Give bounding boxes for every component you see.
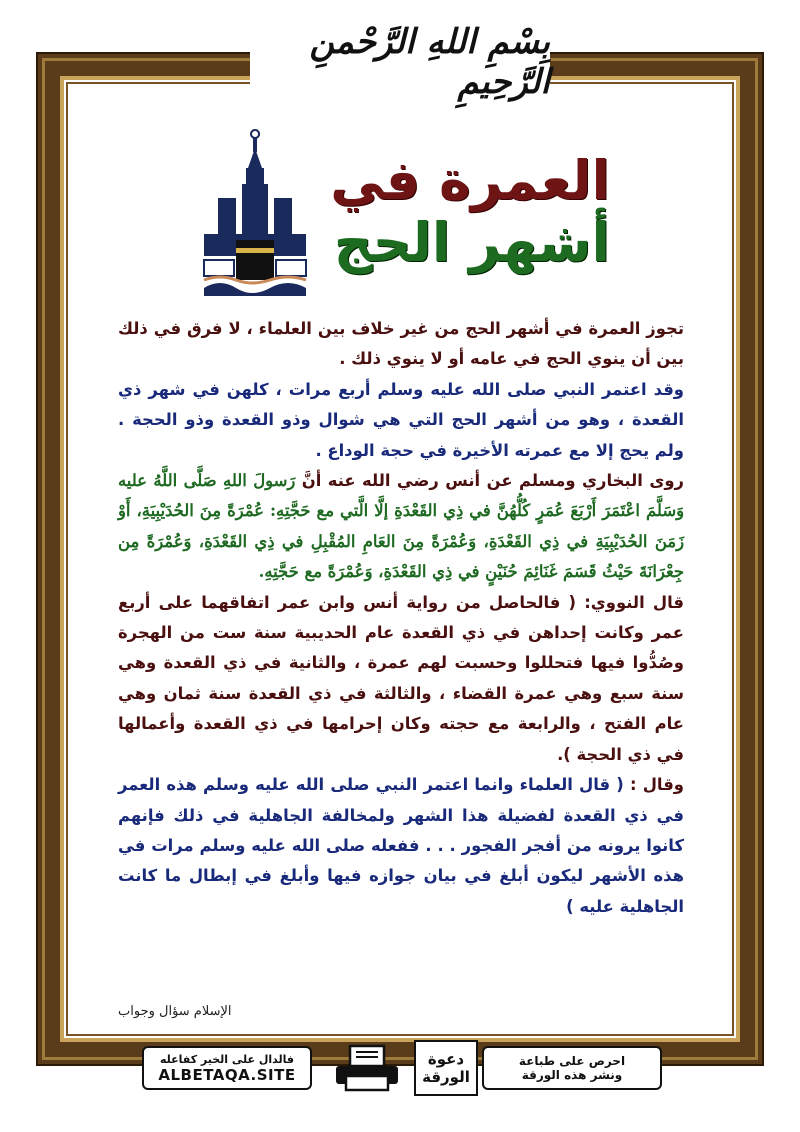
- footer-bar: [142, 1040, 662, 1096]
- paragraph-3-intro: روى البخاري ومسلم عن أنس رضي الله عنه أنَّ: [301, 471, 684, 491]
- kaaba-clock-tower-icon: [200, 128, 310, 300]
- logo-line-1: دعوة: [427, 1050, 465, 1068]
- paragraph-4-body: ( فالحاصل من رواية أنس وابن عمر اتفاقهما على أربع عمر وكانت إحداهن في ذي القعدة عام الحديبية سنة ست من الهجرة وصُدُّوا فيها فتحللوا وحسبت لهم عمرة ، والثانية في ذي القعدة وهي سنة سبع وهي عمرة القضاء ، والثالثة في ذي القعدة سنة ثمان وهي عام الفتح ، والرابعة مع حجته وكان إحرامها في ذي القعدة وأعمالها في ذي الحجة ).: [118, 592, 684, 764]
- page-title: [330, 150, 610, 274]
- dawat-alwaraqa-logo: [414, 1040, 478, 1096]
- title-line-1: العمرة في: [330, 149, 610, 212]
- basmala-calligraphy: بِسْمِ اللهِ الرَّحْمنِ الرَّحِيمِ: [250, 14, 550, 110]
- article-body: [118, 314, 684, 922]
- paragraph-4-label: قال النووي:: [584, 592, 684, 612]
- printer-icon: [332, 1044, 402, 1094]
- footer-print-line-2: ونشر هذه الورقة: [521, 1068, 623, 1082]
- footer-print-box: [482, 1046, 662, 1090]
- hadith-text: رَسولَ اللهِ صَلَّى اللَّهُ عليه وَسَلَّمَ اعْتَمَرَ أَرْبَعَ عُمَرٍ كُلُّهُنَّ في ذِي القَعْدَةِ إلَّا الَّتي مع حَجَّتِهِ: عُمْرَةً مِنَ الحُدَيْبِيَةِ، أَوْ زَمَنَ الحُدَيْبِيَةِ في ذِي القَعْدَةِ، وَعُمْرَةً مِنَ العَامِ المُقْبِلِ في ذِي القَعْدَةِ، وَعُمْرَةً مِن جِعْرَانَةَ حَيْثُ قَسَمَ غَنَائِمَ حُنَيْنٍ في ذِي القَعْدَةِ، وَعُمْرَةً مع حَجَّتِهِ.: [118, 471, 684, 582]
- paragraph-1: تجوز العمرة في أشهر الحج من غير خلاف بين العلماء ، لا فرق في ذلك بين أن ينوي الحج في عامه أو لا ينوي ذلك .: [118, 319, 684, 369]
- logo-line-2: الورقة: [422, 1068, 470, 1086]
- paragraph-5-label: وقال :: [629, 775, 684, 795]
- footer-print-line-1: احرص على طباعة: [518, 1054, 626, 1068]
- footer-motto: فالدال على الخير كفاعله: [159, 1052, 295, 1066]
- paragraph-5-body: ( قال العلماء وانما اعتمر النبي صلى الله عليه وسلم هذه العمر في ذي القعدة لفضيلة هذا الشهر ولمخالفة الجاهلية في ذلك فإنهم كانوا يرونه من أفجر الفجور . . . ففعله صلى الله عليه وسلم مرات في هذه الأشهر ليكون أبلغ في بيان جوازه فيها وأبلغ في إبطال ما كانت الجاهلية عليه ): [118, 775, 684, 916]
- footer-site-box: [142, 1046, 312, 1090]
- paragraph-3: [118, 466, 684, 588]
- footer-site-link[interactable]: ALBETAQA.SITE: [158, 1065, 296, 1084]
- title-line-2: أشهر الحج: [333, 211, 610, 275]
- paragraph-4: [118, 588, 684, 770]
- paragraph-5: [118, 770, 684, 922]
- paragraph-2: وقد اعتمر النبي صلى الله عليه وسلم أربع مرات ، كلهن في شهر ذي القعدة ، وهو من أشهر الحج التي هي شوال وذو القعدة وذو الحجة . ولم يحج إلا مع عمرته الأخيرة في حجة الوداع .: [118, 379, 684, 460]
- source-credit: الإسلام سؤال وجواب: [118, 1004, 232, 1019]
